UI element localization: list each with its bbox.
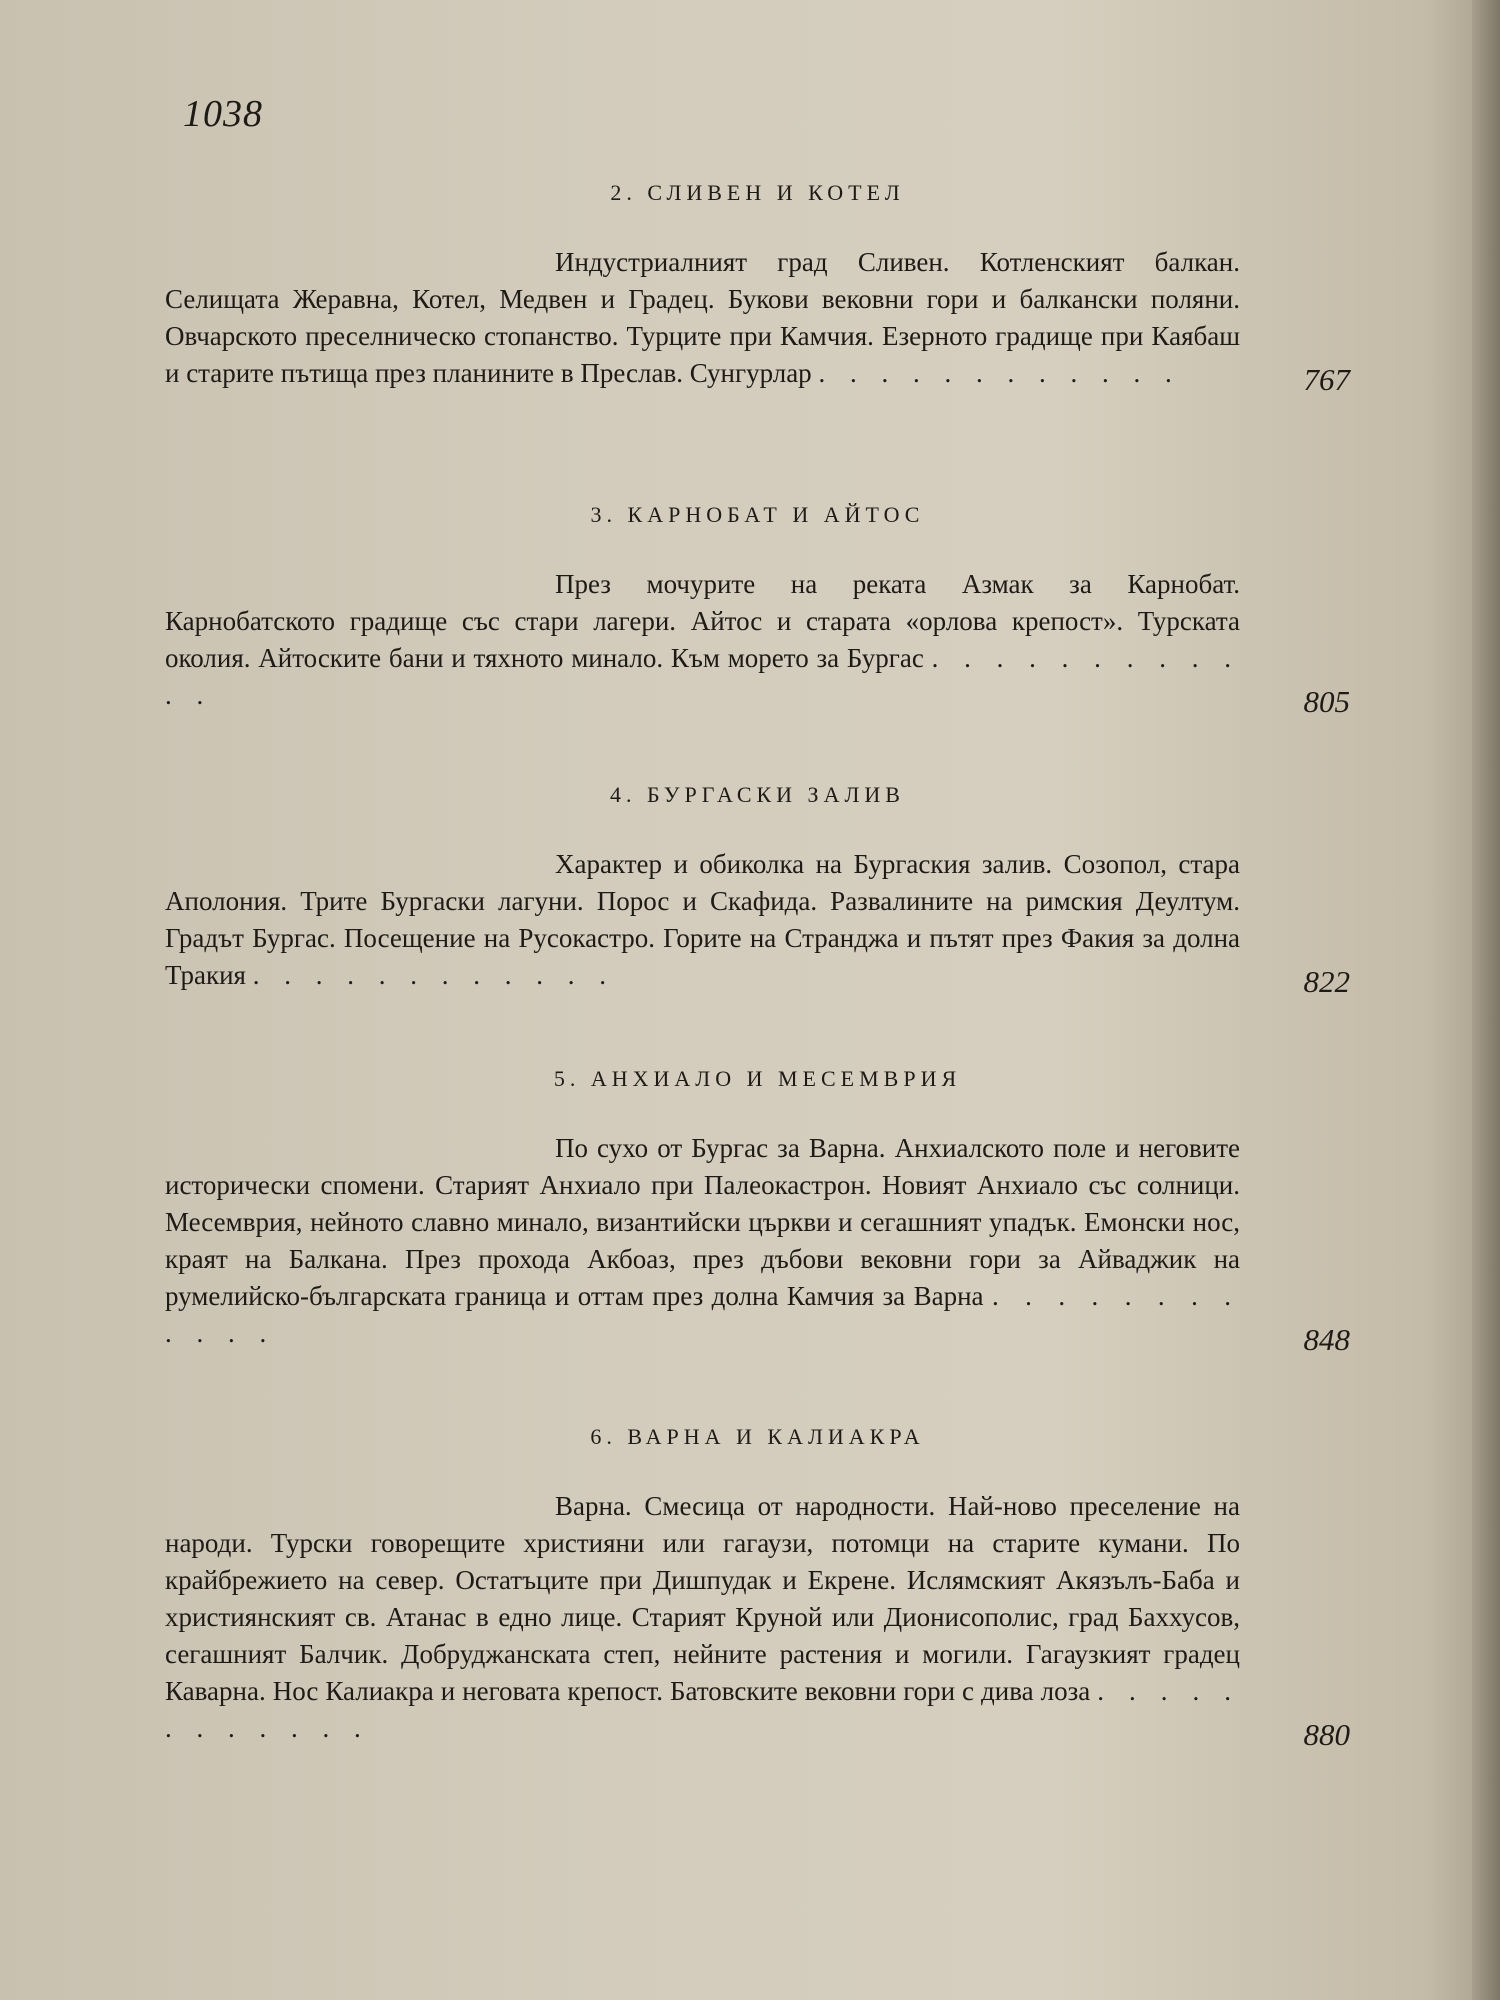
section-summary: Характер и обиколка на Бургаския залив. Созопол, стара Аполония. Трите Бургаски лагуни. Порос и Скафида. Развалините на римския Деултум. Градът Бургас. Посещение на Русокастро. Горите на Странджа и пътят през Факия за долна Тракия . . . . . . . . . . . . 822 — [165, 849, 1350, 999]
page-number: 1038 — [183, 93, 263, 135]
section-heading: 2. СЛИВЕН И КОТЕЛ — [610, 180, 905, 205]
section-summary: През мочурите на реката Азмак за Карнобат. Карнобатското градище със стари лагери. Айтос и старата «орлова крепост». Турската околия. Айтоските бани и тяхното минало. Към морето за Бургас . . . . . . . . . . . . 805 — [165, 569, 1350, 719]
section-summary: По сухо от Бургас за Варна. Анхиалското поле и неговите исторически спомени. Старият Анхиало при Палеокастрон. Новият Анхиало със солници. Месемврия, нейното славно минало, византийски църкви и сегашният упадък. Емонски нос, краят на Балкана. През прохода Акбоаз, през дъбови вековни гори за Айваджик на румелийско-българската граница и оттам през долна Камчия за Варна . . . . . . . . . . . . 848 — [165, 1133, 1350, 1357]
leader-dots: . . . . . . . . . . . . — [165, 643, 1241, 710]
toc-section-4 — [165, 782, 1350, 999]
leader-dots: . . . . . . . . . . . . — [165, 1676, 1241, 1743]
toc-section-5 — [165, 1066, 1350, 1357]
toc-section-6 — [165, 1424, 1350, 1752]
section-page-number: 880 — [1303, 1717, 1350, 1752]
section-heading: 4. БУРГАСКИ ЗАЛИВ — [610, 782, 905, 807]
section-heading: 3. КАРНОБАТ И АЙТОС — [590, 502, 925, 527]
section-page-number: 822 — [1303, 964, 1350, 999]
section-summary: Варна. Смесица от народности. Най-ново преселение на народи. Турски говорещите християни или гагаузи, потомци на старите кумани. По крайбрежието на север. Остатъците при Дишпудак и Екрене. Ислямският Акязълъ-Баба и християнският св. Атанас в едно лице. Старият Круной или Дионисополис, град Баххусов, сегашният Балчик. Добруджанската степ, нейните растения и могили. Гагаузкият градец Каварна. Нос Калиакра и неговата крепост. Батовските вековни гори с дива лоза . . . . . . . . . . . . 880 — [165, 1491, 1350, 1752]
book-gutter — [1472, 0, 1500, 2000]
section-page-number: 767 — [1303, 362, 1350, 397]
section-page-number: 848 — [1303, 1322, 1350, 1357]
toc-section-2 — [165, 180, 1350, 397]
section-summary: Индустриалният град Сливен. Котленският балкан. Селищата Жеравна, Котел, Медвен и Градец. Букови вековни гори и балкански поляни. Овчарското преселническо стопанство. Турците при Камчия. Езерното градище при Каябаш и старите пътища през планините в Преслав. Сунгурлар . . . . . . . . . . . . 767 — [165, 247, 1350, 397]
leader-dots: . . . . . . . . . . . . — [252, 960, 615, 990]
section-heading: 5. АНХИАЛО И МЕСЕМВРИЯ — [553, 1066, 962, 1091]
toc-section-3 — [165, 502, 1350, 719]
section-page-number: 805 — [1303, 684, 1350, 719]
leader-dots: . . . . . . . . . . . . — [165, 1281, 1241, 1348]
section-heading: 6. ВАРНА И КАЛИАКРА — [590, 1424, 925, 1449]
leader-dots: . . . . . . . . . . . . — [818, 358, 1181, 388]
